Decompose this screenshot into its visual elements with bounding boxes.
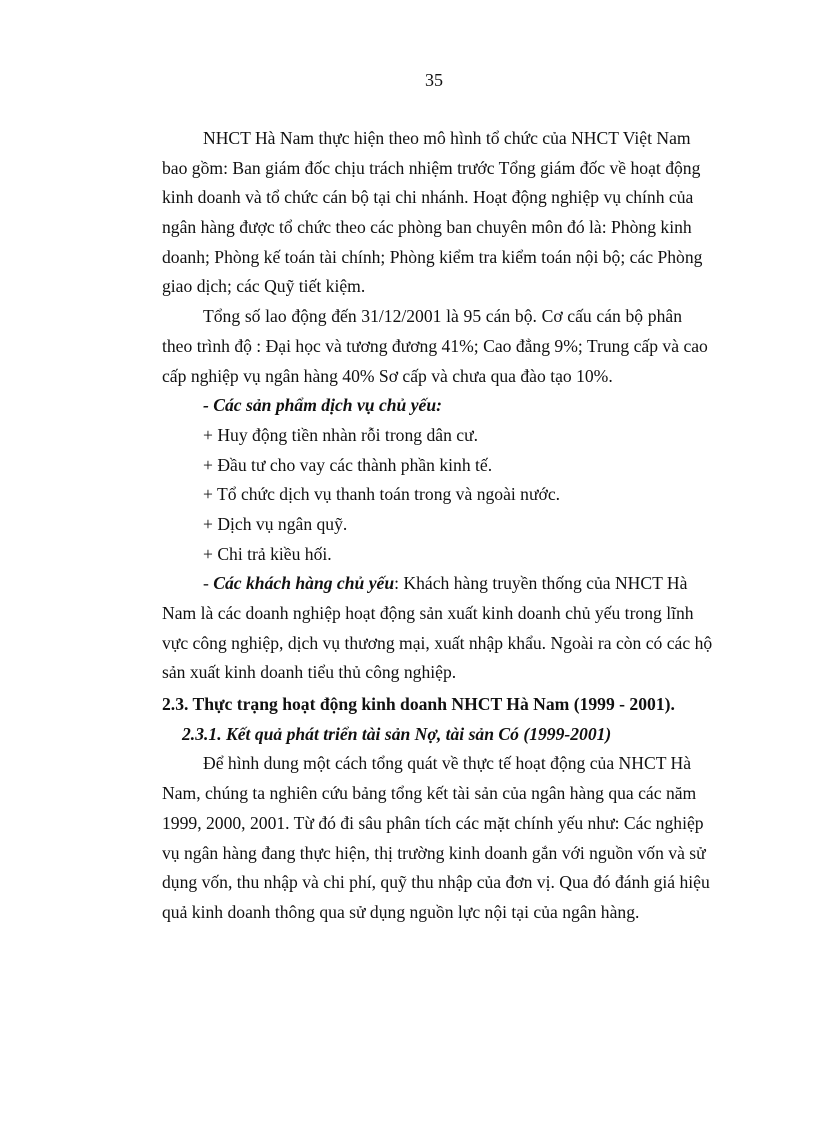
text-line: NHCT Hà Nam thực hiện theo mô hình tổ chức của NHCT Việt Nam xyxy=(203,128,691,148)
text-line: dụng vốn, thu nhập và chi phí, quỹ thu nhập của đơn vị. Qua đó đánh giá hiệu xyxy=(162,872,710,893)
list-item: + Tổ chức dịch vụ thanh toán trong và ngoài nước. xyxy=(203,484,561,505)
products-section xyxy=(162,391,682,569)
text-line: vực công nghiệp, dịch vụ thương mại, xuất nhập khẩu. Ngoài ra còn có các hộ xyxy=(162,632,713,653)
section-heading: 2.3. Thực trạng hoạt động kinh doanh NHCT Hà Nam (1999 - 2001). xyxy=(162,694,675,715)
text-line: giao dịch; các Quỹ tiết kiệm. xyxy=(162,276,366,297)
list-item: + Huy động tiền nhàn rỗi trong dân cư. xyxy=(203,424,479,445)
text-line: sản xuất kinh doanh tiểu thủ công nghiệp. xyxy=(162,662,457,683)
paragraph-organization xyxy=(162,124,703,302)
paragraph-staff xyxy=(162,302,708,391)
text-line: ngân hàng được tổ chức theo các phòng ban chuyên môn đó là: Phòng kinh xyxy=(162,217,692,238)
products-heading: - Các sản phẩm dịch vụ chủ yếu: xyxy=(203,395,442,416)
text-line: quả kinh doanh thông qua sử dụng nguồn lực nội tại của ngân hàng. xyxy=(162,901,640,922)
customers-heading: Các khách hàng chủ yếu xyxy=(213,573,395,594)
text-line: theo trình độ : Đại học và tương đương 41%; Cao đẳng 9%; Trung cấp và cao xyxy=(162,335,708,356)
text-line: Để hình dung một cách tổng quát về thực tế hoạt động của NHCT Hà xyxy=(203,753,692,774)
list-item: + Đầu tư cho vay các thành phần kinh tế. xyxy=(203,454,493,475)
customers-first-line: : Khách hàng truyền thống của NHCT Hà xyxy=(394,573,688,594)
text-line: cấp nghiệp vụ ngân hàng 40% Sơ cấp và chưa qua đào tạo 10%. xyxy=(162,365,613,386)
list-item: + Dịch vụ ngân quỹ. xyxy=(203,513,348,534)
subsection-heading: 2.3.1. Kết quả phát triển tài sản Nợ, tài sản Có (1999-2001) xyxy=(182,723,612,744)
page-number: 35 xyxy=(425,70,443,90)
text-line: Tổng số lao động đến 31/12/2001 là 95 cán bộ. Cơ cấu cán bộ phân xyxy=(203,306,682,327)
text-line: 1999, 2000, 2001. Từ đó đi sâu phân tích các mặt chính yếu như: Các nghiệp xyxy=(162,812,704,833)
list-item: + Chi trả kiều hối. xyxy=(203,543,332,564)
customers-section xyxy=(162,569,713,688)
text-line: Nam là các doanh nghiệp hoạt động sản xuất kinh doanh chủ yếu trong lĩnh xyxy=(162,603,694,623)
text-line: doanh; Phòng kế toán tài chính; Phòng kiểm tra kiểm toán nội bộ; các Phòng xyxy=(162,246,703,267)
text-line: Nam, chúng ta nghiên cứu bảng tổng kết tài sản của ngân hàng qua các năm xyxy=(162,783,697,804)
text-line: bao gồm: Ban giám đốc chịu trách nhiệm trước Tổng giám đốc về hoạt động xyxy=(162,157,701,178)
text-line: kinh doanh và tổ chức cán bộ tại chi nhánh. Hoạt động nghiệp vụ chính của xyxy=(162,187,694,208)
customers-dash: - xyxy=(203,573,214,594)
paragraph-analysis xyxy=(162,749,710,927)
page-content xyxy=(162,124,713,928)
text-line: vụ ngân hàng đang thực hiện, thị trường kinh doanh gắn với nguồn vốn và sử xyxy=(162,842,706,863)
text-line xyxy=(162,569,688,599)
